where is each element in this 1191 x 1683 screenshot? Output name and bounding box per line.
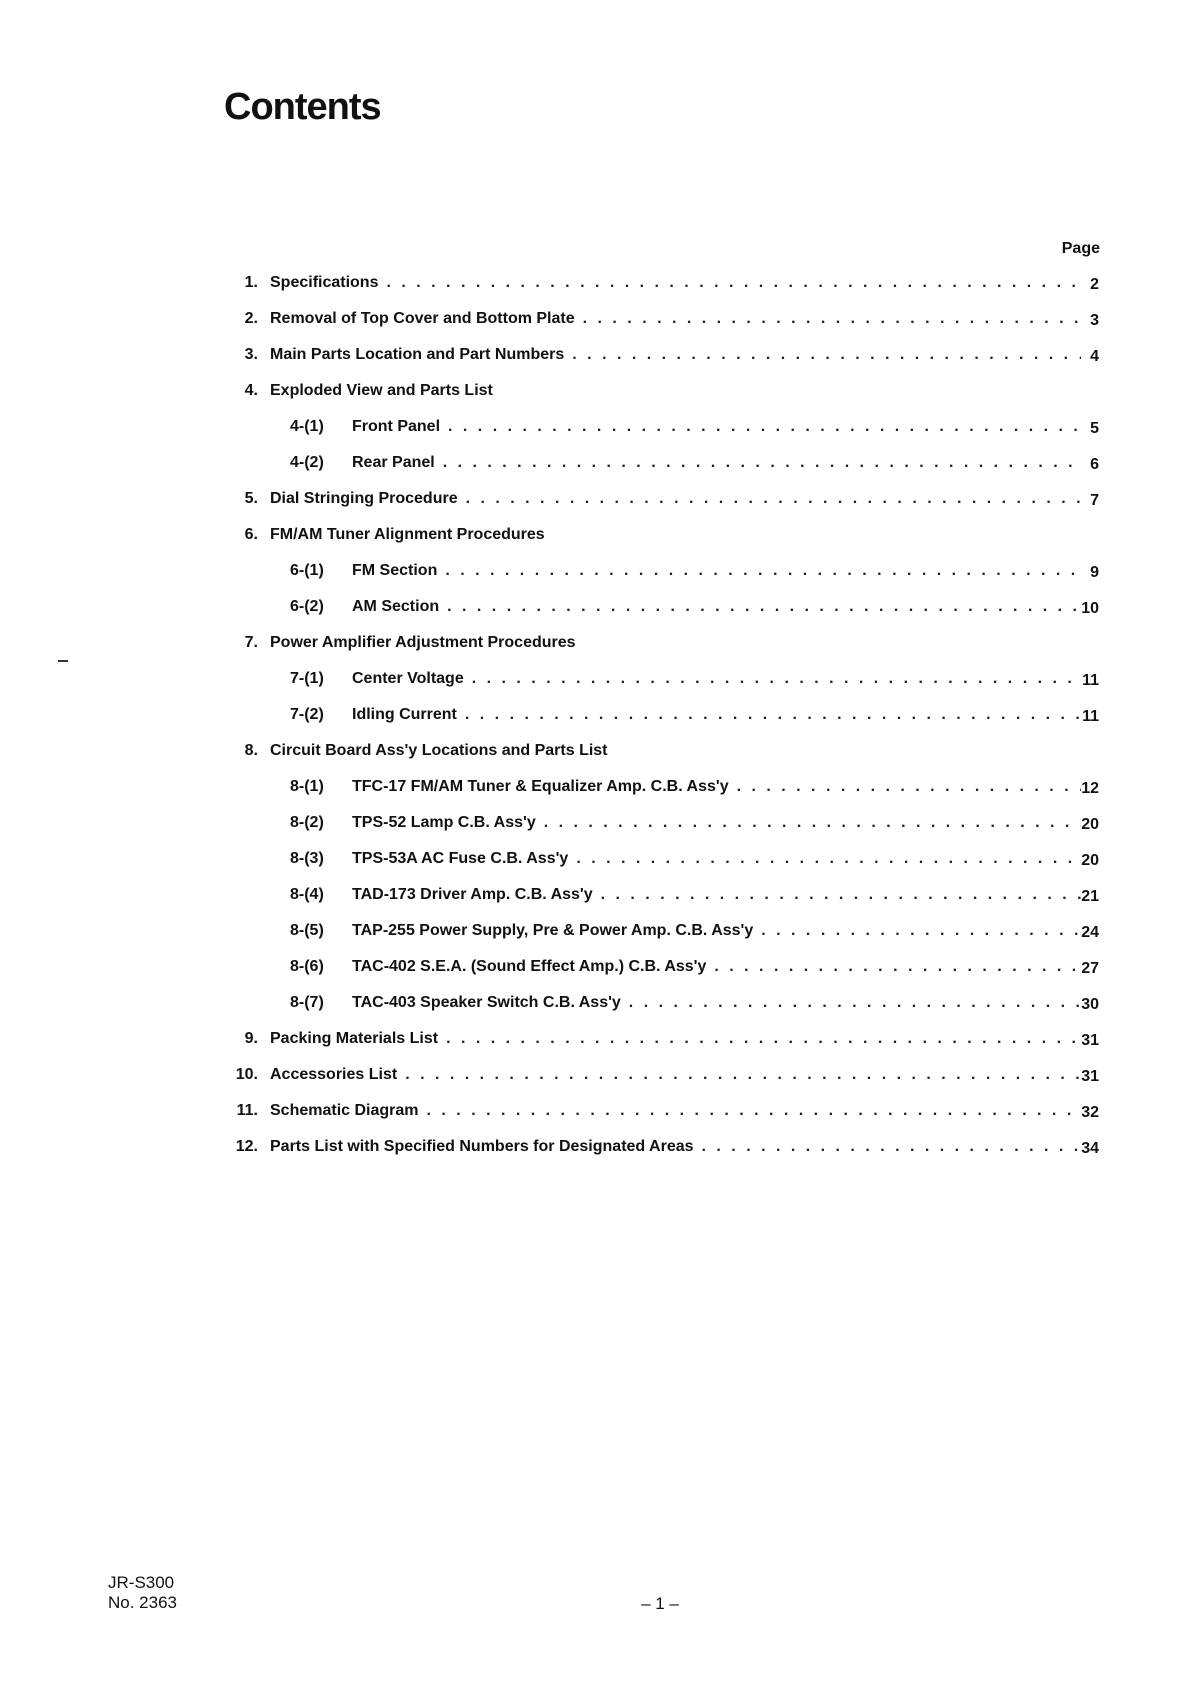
toc-dot-leader <box>465 706 1081 724</box>
toc-entry <box>0 772 1191 808</box>
toc-entry-line <box>352 814 1081 832</box>
toc-entry-page: 3 <box>1090 312 1099 329</box>
toc-dot-leader <box>472 670 1081 688</box>
toc-entry-title: Parts List with Specified Numbers for Designated Areas <box>270 1138 694 1155</box>
toc-entry-number: 8-(4) <box>290 886 324 903</box>
toc-entry-page: 11 <box>1082 672 1099 689</box>
toc-entry-number: 3. <box>244 346 258 363</box>
toc-entry-line <box>270 382 1081 400</box>
footer-page-number: – 1 – <box>641 1594 679 1613</box>
toc-entry-number: 10. <box>235 1066 258 1083</box>
table-of-contents <box>0 268 1191 1168</box>
toc-entry-line <box>270 346 1081 364</box>
toc-dot-leader <box>386 274 1081 292</box>
toc-entry-line <box>352 886 1081 904</box>
toc-entry <box>0 592 1191 628</box>
toc-entry <box>0 412 1191 448</box>
toc-dot-leader <box>702 1138 1081 1156</box>
toc-entry-line <box>352 958 1081 976</box>
toc-entry <box>0 880 1191 916</box>
toc-entry <box>0 700 1191 736</box>
toc-dot-leader <box>601 886 1081 904</box>
toc-entry-title: Dial Stringing Procedure <box>270 490 458 507</box>
toc-entry-title: Rear Panel <box>352 454 435 471</box>
toc-entry-line <box>352 562 1081 580</box>
footer-doc-number: No. 2363 <box>108 1593 177 1612</box>
toc-dot-leader <box>714 958 1081 976</box>
toc-entry <box>0 844 1191 880</box>
toc-entry-title: Exploded View and Parts List <box>270 382 493 399</box>
toc-entry-title: Main Parts Location and Part Numbers <box>270 346 565 363</box>
toc-entry <box>0 988 1191 1024</box>
toc-dot-leader <box>761 922 1081 940</box>
toc-entry-number: 6. <box>244 526 258 543</box>
toc-entry <box>0 520 1191 556</box>
toc-entry-page: 4 <box>1090 348 1099 365</box>
toc-entry-title: Circuit Board Ass'y Locations and Parts List <box>270 742 608 759</box>
toc-entry-line <box>352 922 1081 940</box>
toc-entry-page: 31 <box>1081 1068 1099 1085</box>
toc-entry-line <box>270 1030 1081 1048</box>
toc-entry-page: 12 <box>1081 780 1099 797</box>
toc-entry-number: 1. <box>244 274 258 291</box>
toc-dot-leader <box>737 778 1081 796</box>
toc-entry <box>0 556 1191 592</box>
toc-entry <box>0 376 1191 412</box>
toc-entry <box>0 1024 1191 1060</box>
toc-entry-line <box>352 418 1081 436</box>
toc-entry-line <box>352 454 1081 472</box>
toc-entry-number: 6-(2) <box>290 598 324 615</box>
toc-entry-page: 32 <box>1081 1104 1099 1121</box>
toc-entry-page: 11 <box>1082 708 1099 725</box>
margin-mark <box>58 660 68 662</box>
toc-entry-title: Accessories List <box>270 1066 398 1083</box>
toc-dot-leader <box>544 814 1081 832</box>
toc-entry-line <box>270 310 1081 328</box>
toc-entry <box>0 448 1191 484</box>
toc-entry-title: Removal of Top Cover and Bottom Plate <box>270 310 575 327</box>
toc-entry <box>0 952 1191 988</box>
toc-entry <box>0 268 1191 304</box>
toc-entry-title: TPS-53A AC Fuse C.B. Ass'y <box>352 850 569 867</box>
toc-entry-page: 24 <box>1081 924 1099 941</box>
toc-entry-page: 20 <box>1081 816 1099 833</box>
toc-entry-line <box>270 742 1081 760</box>
toc-entry-title: TFC-17 FM/AM Tuner & Equalizer Amp. C.B. Ass'y <box>352 778 729 795</box>
toc-dot-leader <box>572 346 1081 364</box>
toc-dot-leader <box>583 310 1081 328</box>
toc-entry-line <box>352 670 1081 688</box>
toc-dot-leader <box>427 1102 1081 1120</box>
toc-entry-title: TAC-403 Speaker Switch C.B. Ass'y <box>352 994 621 1011</box>
toc-dot-leader <box>446 1030 1081 1048</box>
toc-entry-title: FM Section <box>352 562 438 579</box>
toc-entry-page: 9 <box>1090 564 1099 581</box>
toc-entry-title: TAC-402 S.E.A. (Sound Effect Amp.) C.B. Ass'y <box>352 958 707 975</box>
toc-entry-number: 8. <box>244 742 258 759</box>
toc-entry-title: Specifications <box>270 274 379 291</box>
toc-entry-page: 27 <box>1081 960 1099 977</box>
toc-dot-leader <box>445 562 1081 580</box>
toc-entry-line <box>270 1138 1081 1156</box>
toc-entry-page: 10 <box>1081 600 1099 617</box>
toc-entry-page: 21 <box>1081 888 1099 905</box>
toc-entry-title: Idling Current <box>352 706 457 723</box>
toc-entry <box>0 628 1191 664</box>
toc-dot-leader <box>466 490 1081 508</box>
toc-entry-number: 5. <box>244 490 258 507</box>
toc-entry-number: 7. <box>244 634 258 651</box>
toc-entry <box>0 484 1191 520</box>
toc-entry-line <box>352 706 1081 724</box>
toc-entry <box>0 808 1191 844</box>
toc-entry-title: TAD-173 Driver Amp. C.B. Ass'y <box>352 886 593 903</box>
toc-entry <box>0 916 1191 952</box>
toc-dot-leader <box>576 850 1081 868</box>
toc-entry-title: Packing Materials List <box>270 1030 439 1047</box>
toc-dot-leader <box>405 1066 1081 1084</box>
footer-model: JR-S300 <box>108 1573 175 1592</box>
toc-dot-leader <box>448 418 1081 436</box>
toc-entry-number: 8-(2) <box>290 814 324 831</box>
toc-entry-page: 30 <box>1081 996 1099 1013</box>
toc-entry-line <box>270 1066 1081 1084</box>
toc-entry-number: 7-(1) <box>290 670 324 687</box>
toc-entry-number: 2. <box>244 310 258 327</box>
toc-entry-number: 6-(1) <box>290 562 324 579</box>
toc-entry-line <box>270 634 1081 652</box>
toc-entry-number: 4. <box>244 382 258 399</box>
page-column-label: Page <box>1061 240 1100 257</box>
toc-entry-page: 6 <box>1090 456 1099 473</box>
toc-entry-number: 9. <box>244 1030 258 1047</box>
toc-entry-page: 5 <box>1090 420 1099 437</box>
toc-entry <box>0 340 1191 376</box>
toc-dot-leader <box>443 454 1081 472</box>
toc-entry-number: 8-(5) <box>290 922 324 939</box>
toc-entry <box>0 664 1191 700</box>
toc-entry <box>0 736 1191 772</box>
toc-entry-number: 4-(2) <box>290 454 324 471</box>
toc-entry-number: 8-(6) <box>290 958 324 975</box>
toc-entry-line <box>270 526 1081 544</box>
toc-entry-title: FM/AM Tuner Alignment Procedures <box>270 526 545 543</box>
toc-entry-page: 7 <box>1090 492 1099 509</box>
toc-entry <box>0 1060 1191 1096</box>
toc-entry-title: Center Voltage <box>352 670 464 687</box>
toc-entry-line <box>352 778 1081 796</box>
toc-entry-line <box>352 598 1081 616</box>
toc-entry-number: 4-(1) <box>290 418 324 435</box>
toc-entry-page: 31 <box>1081 1032 1099 1049</box>
toc-entry-title: Power Amplifier Adjustment Procedures <box>270 634 576 651</box>
toc-entry-line <box>270 490 1081 508</box>
footer-model-info <box>108 1573 177 1613</box>
toc-entry <box>0 304 1191 340</box>
toc-entry-number: 12. <box>235 1138 258 1155</box>
toc-entry-title: TAP-255 Power Supply, Pre & Power Amp. C.B. Ass'y <box>352 922 754 939</box>
toc-entry-number: 11. <box>236 1102 258 1119</box>
toc-entry-number: 8-(7) <box>290 994 324 1011</box>
toc-entry-title: Schematic Diagram <box>270 1102 419 1119</box>
toc-entry-line <box>270 274 1081 292</box>
toc-entry-title: TPS-52 Lamp C.B. Ass'y <box>352 814 536 831</box>
toc-entry-number: 8-(3) <box>290 850 324 867</box>
toc-dot-leader <box>447 598 1081 616</box>
toc-entry-page: 20 <box>1081 852 1099 869</box>
toc-entry <box>0 1132 1191 1168</box>
toc-entry-title: AM Section <box>352 598 440 615</box>
toc-entry-page: 34 <box>1081 1140 1099 1157</box>
toc-entry-line <box>352 994 1081 1012</box>
page-title: Contents <box>224 86 381 128</box>
toc-entry-number: 7-(2) <box>290 706 324 723</box>
toc-entry <box>0 1096 1191 1132</box>
toc-entry-line <box>352 850 1081 868</box>
toc-dot-leader <box>629 994 1081 1012</box>
toc-entry-number: 8-(1) <box>290 778 324 795</box>
toc-entry-page: 2 <box>1090 276 1099 293</box>
toc-entry-title: Front Panel <box>352 418 441 435</box>
toc-entry-line <box>270 1102 1081 1120</box>
